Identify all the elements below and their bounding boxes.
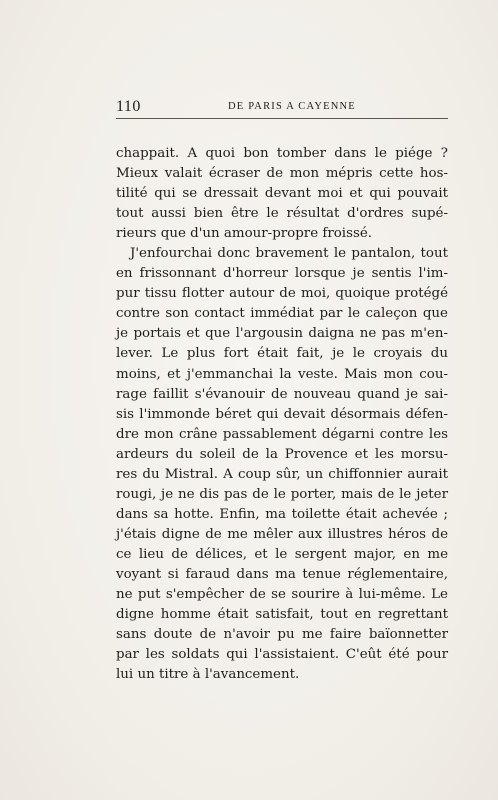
text-line: lui un titre à l'avancement. — [116, 667, 300, 683]
text-line: tilité qui se dressait devant moi et qui pouvait — [116, 186, 448, 202]
text-line: en frissonnant d'horreur lorsque je sentis l'im- — [116, 266, 448, 282]
text-line: j'étais digne de me mêler aux illustres héros de — [116, 526, 448, 542]
page-number: 110 — [116, 98, 141, 115]
text-line: dans sa hotte. Enfin, ma toilette était achevée ; — [116, 506, 448, 522]
text-line: voyant si faraud dans ma tenue réglementaire, — [116, 566, 448, 582]
text-line: res du Mistral. A coup sûr, un chiffonnier aurait — [116, 466, 448, 482]
text-line: dre mon crâne passablement dégarni contre les — [116, 426, 448, 442]
page-header — [116, 96, 448, 119]
text-line: J'enfourchai donc bravement le pantalon, tout — [130, 246, 448, 262]
text-line: pur tissu flotter autour de moi, quoique protégé — [116, 286, 448, 302]
text-line: rougi, je ne dis pas de le porter, mais de le jeter — [116, 486, 448, 502]
text-line: moins, et j'emmanchai la veste. Mais mon cou- — [116, 366, 448, 382]
text-line: digne homme était satisfait, tout en regrettant — [116, 607, 448, 623]
body-text — [116, 144, 448, 685]
text-line: lever. Le plus fort était fait, je le croyais du — [116, 346, 448, 362]
text-line: ce lieu de délices, et le sergent major, en me — [116, 546, 448, 562]
text-line: chappait. A quoi bon tomber dans le piége ? — [116, 146, 448, 161]
text-line: contre son contact immédiat par le caleçon que — [116, 306, 448, 322]
text-line: par les soldats qui l'assistaient. C'eût été pour — [116, 647, 448, 663]
text-line: Mieux valait écraser de mon mépris cette hos- — [116, 166, 448, 182]
text-line: je portais et que l'argousin daigna ne pas m'en- — [116, 326, 448, 342]
text-line: ardeurs du soleil de la Provence et les morsu- — [116, 446, 448, 462]
running-title: DE PARIS A CAYENNE — [228, 101, 356, 112]
text-line: rage faillit s'évanouir de nouveau quand je sai- — [116, 386, 448, 402]
text-line: sis l'immonde béret qui devait désormais défen- — [116, 406, 448, 422]
text-line: sans doute de n'avoir pu me faire baïonnetter — [116, 627, 448, 643]
text-line: tout aussi bien être le résultat d'ordres supé- — [116, 206, 448, 222]
text-line: rieurs que d'un amour-propre froissé. — [116, 226, 373, 242]
text-line: ne put s'empêcher de se sourire à lui-même. Le — [116, 587, 448, 603]
